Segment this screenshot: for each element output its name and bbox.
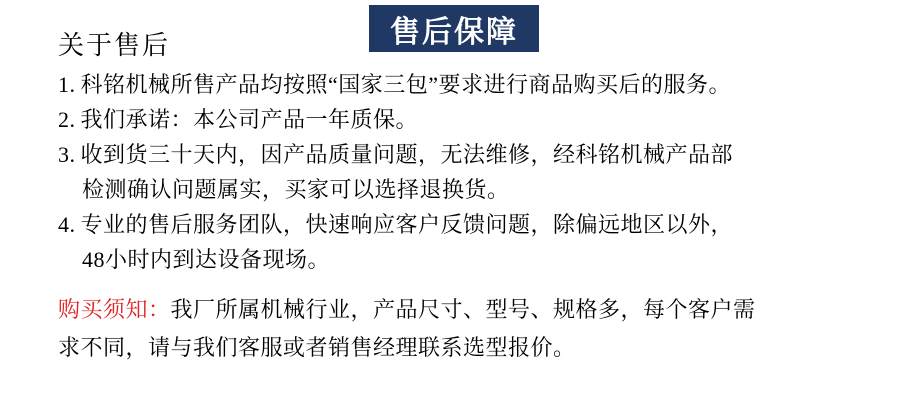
- list-item-2-number: 2.: [58, 107, 76, 132]
- list-item-4-number: 4.: [58, 212, 76, 237]
- list-item-4-text-line-1: 专业的售后服务团队，快速响应客户反馈问题，除偏远地区以外，: [80, 212, 734, 237]
- list-item-2-text: 我们承诺：本公司产品一年质保。: [80, 107, 419, 132]
- list-item-3-text-line-1: 收到货三十天内，因产品质量问题，无法维修，经科铭机械产品部: [80, 142, 734, 167]
- list-item-3-text-line-2: 检测确认问题属实，买家可以选择退换货。: [82, 177, 510, 202]
- banner-title: 售后保障: [390, 15, 518, 49]
- aftersales-content: [58, 31, 868, 367]
- purchase-note-line-1: [58, 291, 868, 329]
- purchase-note: [58, 291, 868, 367]
- list-item-1-text: 科铭机械所售产品均按照“国家三包”要求进行商品购买后的服务。: [80, 72, 732, 97]
- purchase-note-line-1-text: 我厂所属机械行业，产品尺寸、型号、规格多，每个客户需: [170, 297, 756, 322]
- list-item-2: [58, 102, 868, 137]
- list-item-1: [58, 67, 868, 102]
- section-heading: 关于售后: [58, 31, 171, 60]
- purchase-note-line-2: 求不同，请与我们客服或者销售经理联系选型报价。: [58, 335, 576, 360]
- list-item-1-number: 1.: [58, 72, 76, 97]
- list-item-3: [58, 137, 868, 172]
- list-item-4: [58, 207, 868, 242]
- list-item-3-number: 3.: [58, 142, 76, 167]
- purchase-note-label: 购买须知：: [58, 297, 171, 322]
- list-item-4-text-line-2: 48小时内到达设备现场。: [82, 247, 331, 272]
